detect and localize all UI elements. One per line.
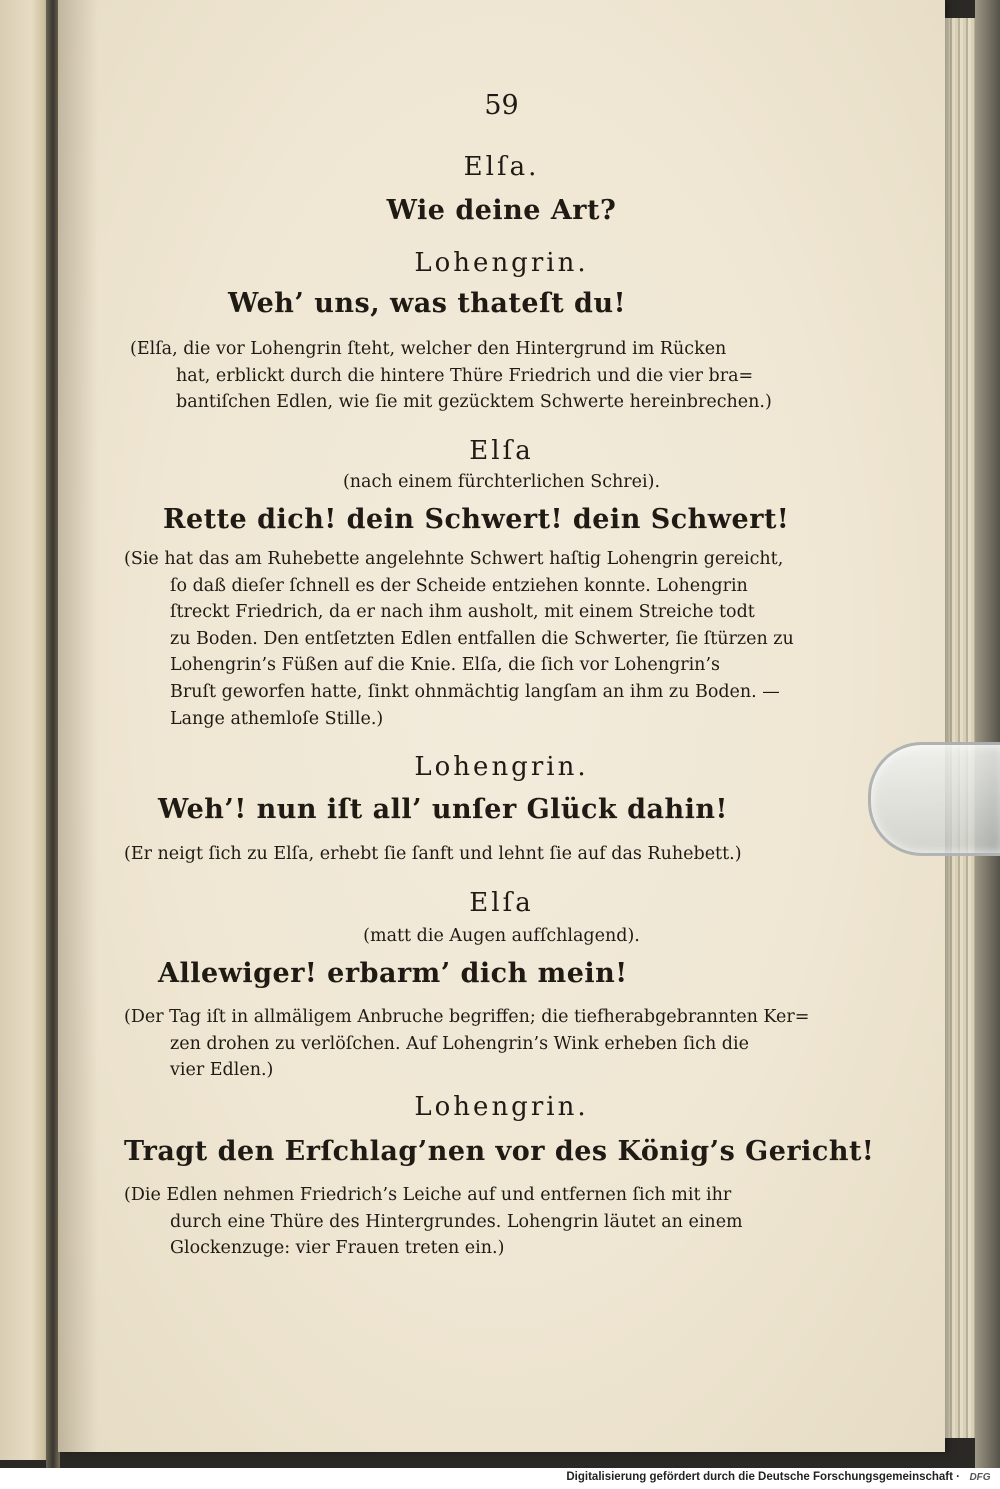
stage-direction — [124, 1004, 809, 1084]
stage-direction-line: Lange athemloſe Stille.) — [170, 708, 384, 729]
page-number: 59 — [484, 90, 519, 121]
stage-direction-line: zu Boden. Den entſetzten Edlen entfallen die Schwerter, ſie ſtürzen zu — [170, 628, 794, 649]
left-page-edge — [0, 0, 52, 1460]
stage-direction-line: ſtreckt Friedrich, da er nach ihm ausholt, mit einem Streiche todt — [170, 602, 755, 623]
stage-direction-line: hat, erblickt durch die hintere Thüre Friedrich und die vier bra= — [176, 365, 754, 386]
speaker-heading: Elſa — [469, 888, 534, 918]
stage-direction-line: (Der Tag iſt in allmäligem Anbruche begriffen; die tiefherabgebrannten Ker= — [124, 1007, 810, 1027]
stage-direction-line: (Sie hat das am Ruhebette angelehnte Schwert haſtig Lohengrin gereicht, — [124, 549, 784, 569]
speaker-heading: Elſa — [469, 436, 534, 466]
stage-direction-line: vier Edlen.) — [170, 1060, 274, 1081]
stage-direction-line: (Er neigt ſich zu Elſa, erhebt ſie ſanft und lehnt ſie auf das Ruhebett.) — [124, 844, 742, 864]
stage-direction-line: Lohengrin’s Füßen auf die Knie. Elſa, die ſich vor Lohengrin’s — [170, 655, 720, 676]
stage-direction-line: Glockenzuge: vier Frauen treten ein.) — [170, 1238, 505, 1259]
stage-direction-line: Bruſt geworfen hatte, ſinkt ohnmächtig langſam an ihm zu Boden. — — [170, 681, 780, 702]
stage-direction-line: (Die Edlen nehmen Friedrich’s Leiche auf und entfernen ſich mit ihr — [124, 1185, 732, 1205]
speaker-heading: Lohengrin. — [414, 248, 589, 278]
speaker-heading: Elſa. — [463, 152, 540, 182]
book-cover-edge — [975, 0, 1000, 1468]
speech-line: Weh’ uns, was thateſt du! — [228, 288, 626, 319]
stage-direction — [124, 1182, 743, 1262]
stage-direction-line: bantiſchen Edlen, wie ſie mit gezücktem Schwerte hereinbrechen.) — [176, 392, 772, 413]
stage-direction — [130, 336, 772, 416]
stage-direction-line: zen drohen zu verlöſchen. Auf Lohengrin’s Wink erheben ſich die — [170, 1033, 749, 1054]
stage-direction-line: ſo daß dieſer ſchnell es der Scheide entziehen konnte. Lohengrin — [170, 575, 748, 596]
speaker-note: (nach einem fürchterlichen Schrei). — [342, 472, 661, 492]
speech-line: Weh’! nun iſt all’ unſer Glück dahin! — [158, 794, 728, 825]
stage-direction-line: durch eine Thüre des Hintergrundes. Lohengrin läutet an einem — [170, 1211, 743, 1232]
speaker-heading: Lohengrin. — [414, 752, 589, 782]
stage-direction — [124, 546, 794, 732]
speech-line: Wie deine Art? — [386, 195, 617, 226]
page-clip — [868, 742, 1000, 856]
speech-line: Tragt den Erſchlag’nen vor des König’s Gericht! — [124, 1136, 875, 1167]
stage-direction — [124, 841, 742, 868]
dfg-logo: DFG — [969, 1472, 991, 1483]
digitization-footer — [0, 1468, 1000, 1489]
stage-direction-line: (Elſa, die vor Lohengrin ſteht, welcher den Hintergrund im Rücken — [130, 339, 727, 359]
speech-line: Allewiger! erbarm’ dich mein! — [158, 958, 628, 989]
footer-credit: Digitalisierung gefördert durch die Deutsche Forschungsgemeinschaft · — [566, 1471, 960, 1483]
speaker-heading: Lohengrin. — [414, 1092, 589, 1122]
speaker-note: (matt die Augen aufſchlagend). — [363, 926, 640, 946]
speech-line: Rette dich! dein Schwert! dein Schwert! — [163, 504, 790, 535]
